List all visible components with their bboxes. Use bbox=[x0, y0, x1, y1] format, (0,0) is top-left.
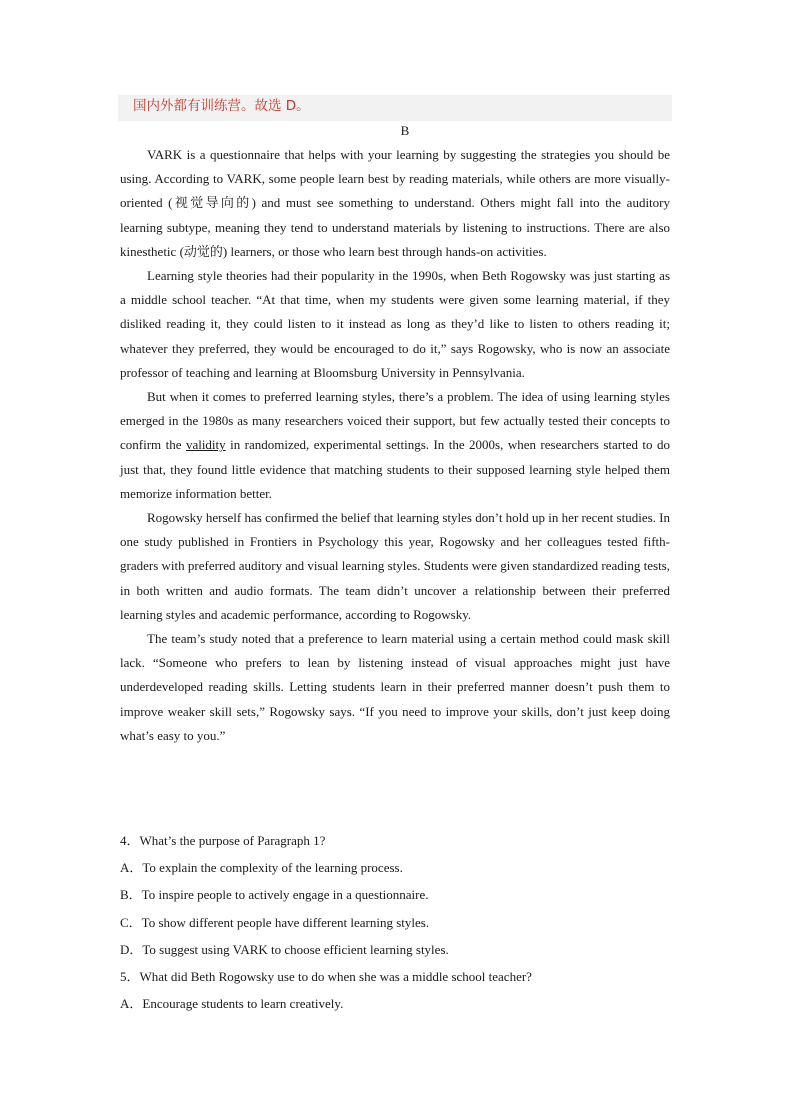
question-4: 4．What’s the purpose of Paragraph 1? bbox=[120, 833, 326, 848]
question-5-option-a: A．Encourage students to learn creatively. bbox=[120, 996, 344, 1012]
question-4-option-d: D．To suggest using VARK to choose efficient learning styles. bbox=[120, 941, 449, 957]
section-letter: B bbox=[400, 123, 410, 138]
paragraph-3-text-a: But when it comes to preferred learning styles, there’s a problem. The idea of using learning styles emerged in the 1980s as many researchers voiced their support, but few actually tested their concepts to confirm the bbox=[120, 389, 670, 453]
reading-passage bbox=[120, 143, 670, 748]
paragraph-4: Rogowsky herself has confirmed the belief that learning styles don’t hold up in her recent studies. In one study published in Frontiers in Psychology this year, Rogowsky and her colleagues tested fifth-graders with preferred auditory and visual learning styles. Students were given standardized reading tests, in both written and audio formats. The team didn’t uncover a relationship between their preferred learning styles and academic performance, according to Rogowsky. bbox=[120, 510, 670, 622]
paragraph-2: Learning style theories had their popularity in the 1990s, when Beth Rogowsky was just starting as a middle school teacher. “At that time, when my students were given some learning material, if they disliked reading it, they could listen to it instead as long as they’d like to listen to others reading it; whatever they preferred, they would be encouraged to do it,” says Rogowsky, who is now an associate professor of teaching and learning at Bloomsburg University in Pennsylvania. bbox=[120, 268, 670, 380]
answer-note: 国内外都有训练营。故选 D。 bbox=[133, 98, 310, 114]
paragraph-3 bbox=[120, 385, 670, 506]
question-4-option-c: C．To show different people have different learning styles. bbox=[120, 914, 430, 930]
question-4-option-a: A．To explain the complexity of the learning process. bbox=[120, 860, 403, 876]
question-5: 5．What did Beth Rogowsky use to do when she was a middle school teacher? bbox=[120, 968, 532, 984]
paragraph-1: VARK is a questionnaire that helps with your learning by suggesting the strategies you should be using. According to VARK, some people learn best by reading materials, while others are more visually-oriented (视觉导向的) and must see something to understand. Others might fall into the auditory learning subtype, meaning they tend to understand materials by listening to instructions. There are also kinesthetic (动觉的) learners, or those who learn best through hands-on activities. bbox=[120, 147, 670, 259]
paragraph-3-text-b: in randomized, experimental settings. In the 2000s, when researchers started to do just that, they found little evidence that matching students to their supposed learning style helped them memorize information better. bbox=[120, 437, 670, 501]
question-block bbox=[120, 827, 680, 1017]
underlined-word-validity: validity bbox=[185, 437, 226, 453]
question-4-option-b: B．To inspire people to actively engage in a questionnaire. bbox=[120, 887, 429, 903]
paragraph-5: The team’s study noted that a preference to learn material using a certain method could mask skill lack. “Someone who prefers to lean by listening instead of visual approaches might just have underdeveloped reading skills. Letting students learn in their preferred manner doesn’t push them to improve weaker skill sets,” Rogowsky says. “If you need to improve your skills, don’t just keep doing what’s easy to you.” bbox=[120, 631, 670, 743]
